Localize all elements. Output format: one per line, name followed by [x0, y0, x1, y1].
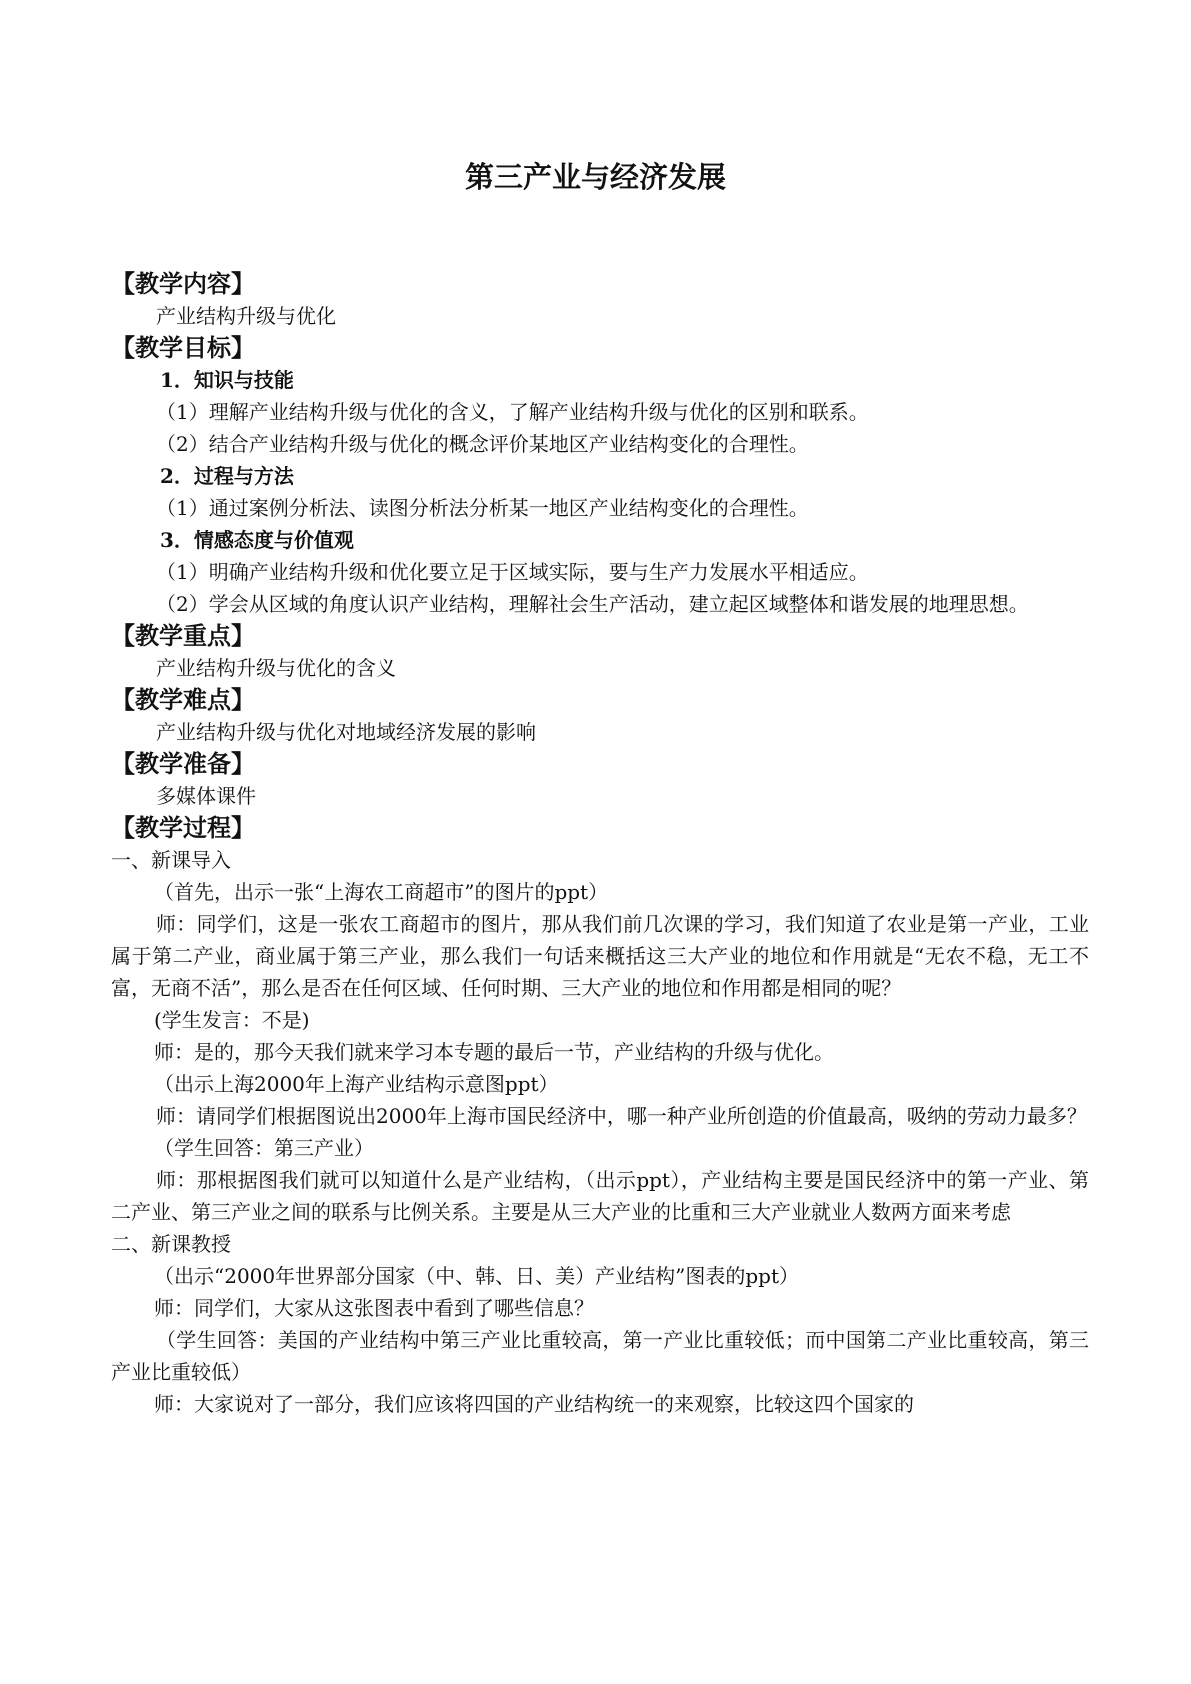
part-heading-teaching: 二、新课教授 — [111, 1232, 231, 1256]
objective-item: （2）结合产业结构升级与优化的概念评价某地区产业结构变化的合理性。 — [156, 432, 809, 456]
paragraph: 师：同学们，大家从这张图表中看到了哪些信息？ — [154, 1296, 594, 1320]
part-heading-intro: 一、新课导入 — [111, 848, 231, 872]
objective-item: （1）明确产业结构升级和优化要立足于区域实际，要与生产力发展水平相适应。 — [156, 560, 869, 584]
section-heading-objectives: 【教学目标】 — [111, 333, 255, 362]
objective-heading-process: 2．过程与方法 — [160, 464, 294, 488]
objective-heading-knowledge: 1．知识与技能 — [160, 368, 294, 392]
content-text: 产业结构升级与优化 — [156, 304, 336, 328]
paragraph: （学生回答：美国的产业结构中第三产业比重较高，第一产业比重较低；而中国第二产业比重较高，第三产业比重较低） — [111, 1328, 1089, 1384]
section-heading-process: 【教学过程】 — [111, 813, 255, 842]
objective-item: （2）学会从区域的角度认识产业结构，理解社会生产活动，建立起区域整体和谐发展的地理思想。 — [156, 592, 1029, 616]
paragraph: (学生发言：不是) — [154, 1008, 310, 1032]
difficulty-text: 产业结构升级与优化对地域经济发展的影响 — [156, 720, 536, 744]
section-heading-preparation: 【教学准备】 — [111, 749, 255, 778]
document-body — [111, 268, 1089, 1420]
section-heading-focus: 【教学重点】 — [111, 621, 255, 650]
paragraph: 师：是的，那今天我们就来学习本专题的最后一节，产业结构的升级与优化。 — [154, 1040, 834, 1064]
focus-text: 产业结构升级与优化的含义 — [156, 656, 396, 680]
paragraph: （学生回答：第三产业） — [154, 1136, 374, 1160]
section-heading-difficulty: 【教学难点】 — [111, 685, 255, 714]
objective-heading-attitude: 3．情感态度与价值观 — [160, 528, 354, 552]
objective-item: （1）理解产业结构升级与优化的含义，了解产业结构升级与优化的区别和联系。 — [156, 400, 869, 424]
paragraph: 师：请同学们根据图说出2000年上海市国民经济中，哪一种产业所创造的价值最高，吸纳的劳动力最多？ — [156, 1104, 1087, 1128]
section-heading-content: 【教学内容】 — [111, 269, 255, 298]
paragraph: （出示上海2000年上海产业结构示意图ppt） — [154, 1072, 559, 1096]
document-title: 第三产业与经济发展 — [464, 160, 726, 194]
objective-item: （1）通过案例分析法、读图分析法分析某一地区产业结构变化的合理性。 — [156, 496, 809, 520]
preparation-text: 多媒体课件 — [156, 784, 256, 808]
paragraph: （首先，出示一张“上海农工商超市”的图片的ppt） — [154, 880, 609, 904]
paragraph: 师：大家说对了一部分，我们应该将四国的产业结构统一的来观察，比较这四个国家的 — [154, 1392, 914, 1416]
paragraph: （出示“2000年世界部分国家（中、韩、日、美）产业结构”图表的ppt） — [154, 1264, 799, 1288]
paragraph: 师：同学们，这是一张农工商超市的图片，那从我们前几次课的学习，我们知道了农业是第一产业，工业属于第二产业，商业属于第三产业，那么我们一句话来概括这三大产业的地位和作用就是“无农不稳，无工不富，无商不活”，那么是否在任何区域、任何时期、三大产业的地位和作用都是相同的呢？ — [111, 912, 1089, 1000]
paragraph: 师：那根据图我们就可以知道什么是产业结构，（出示ppt），产业结构主要是国民经济中的第一产业、第二产业、第三产业之间的联系与比例关系。主要是从三大产业的比重和三大产业就业人数两方面来考虑 — [111, 1168, 1089, 1224]
